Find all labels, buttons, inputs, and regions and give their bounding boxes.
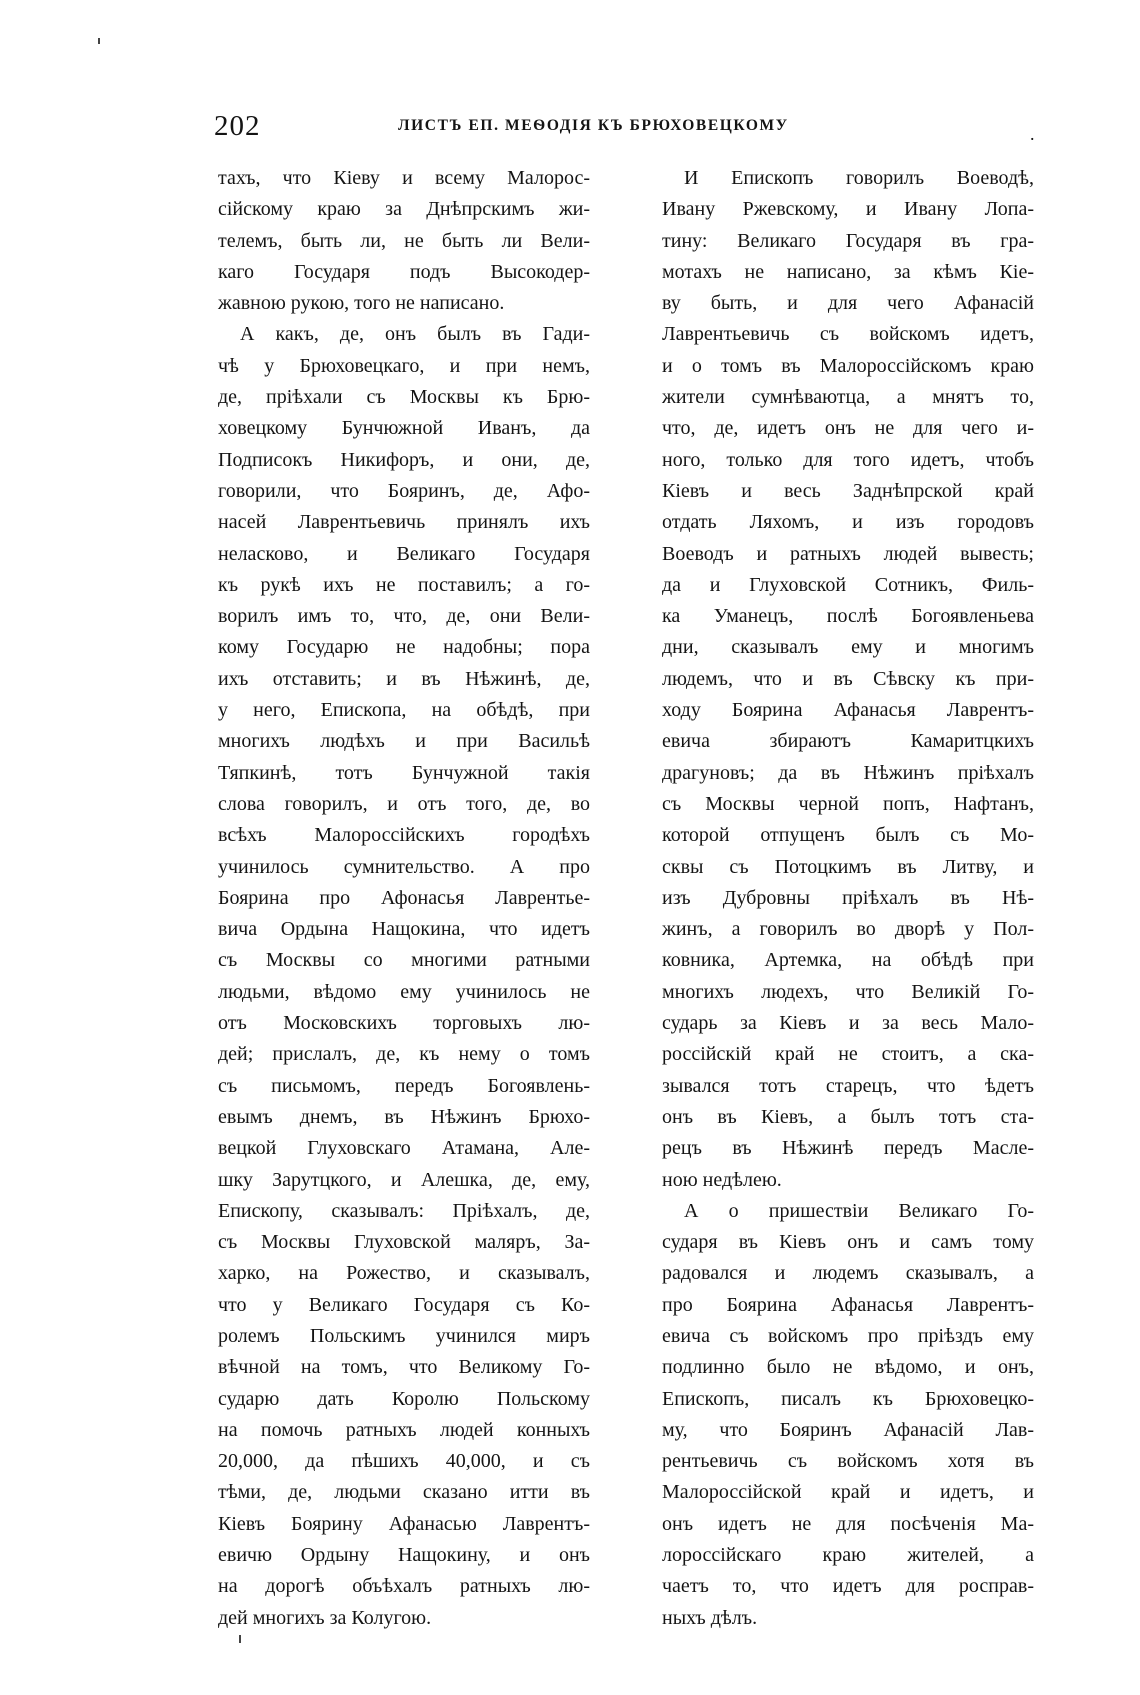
text-line: что, де, идетъ онъ не для чего и- bbox=[662, 417, 1034, 440]
text-line: А какъ, де, онъ былъ въ Гади- bbox=[240, 323, 590, 346]
text-line: изъ Дубровны пріѣхалъ въ Нѣ- bbox=[662, 886, 1034, 909]
text-line: вѣчной на томъ, что Великому Го- bbox=[218, 1356, 590, 1379]
text-line: сударь за Кіевъ и за весь Мало- bbox=[662, 1012, 1034, 1035]
text-line: онъ идетъ не для посѣченія Ма- bbox=[662, 1512, 1034, 1535]
text-line: жавною рукою, того не написано. bbox=[218, 292, 505, 315]
running-title: ЛИСТЪ ЕП. МЕѲОДІЯ КЪ БРЮХОВЕЦКОМУ bbox=[398, 117, 789, 134]
text-line: ка Уманецъ, послѣ Богоявленьева bbox=[662, 605, 1034, 628]
text-line: на дорогѣ объѣхалъ ратныхъ лю- bbox=[218, 1575, 590, 1598]
page-number: 202 bbox=[214, 110, 261, 142]
text-line: му, что Бояринъ Афанасій Лав- bbox=[662, 1418, 1034, 1441]
text-line: съ Москвы Глуховской маляръ, За- bbox=[218, 1231, 590, 1254]
text-line: Тяпкинѣ, тотъ Бунчужной такія bbox=[218, 761, 590, 784]
text-line: чѣ у Брюховецкаго, и при немъ, bbox=[218, 354, 590, 377]
text-line: Епископъ, писалъ къ Брюховецко- bbox=[662, 1387, 1034, 1410]
text-line: евича збираютъ Камаритцкихъ bbox=[662, 730, 1034, 753]
text-line: Подписокъ Никифоръ, и они, де, bbox=[218, 448, 590, 471]
text-line: учинилось сумнительство. А про bbox=[218, 855, 590, 878]
text-line: вича Ордына Нащокина, что идетъ bbox=[218, 918, 590, 941]
text-line: людьми, вѣдомо ему учинилось не bbox=[218, 980, 590, 1003]
text-line: ходу Боярина Афанасья Лаврентъ- bbox=[662, 699, 1034, 722]
text-line: лороссійскаго краю жителей, а bbox=[662, 1544, 1034, 1567]
text-line: харко, на Рожество, и сказывалъ, bbox=[218, 1262, 590, 1285]
text-line: у него, Епископа, на обѣдѣ, при bbox=[218, 699, 590, 722]
text-line: рентьевичь съ войскомъ хотя въ bbox=[662, 1450, 1034, 1473]
text-line: слова говорилъ, и отъ того, де, во bbox=[218, 792, 590, 815]
text-line: жители сумнѣваютца, а мнятъ то, bbox=[662, 386, 1034, 409]
text-line: ролемъ Польскимъ учинился миръ bbox=[218, 1324, 590, 1347]
text-line: сійскому краю за Днѣпрскимъ жи- bbox=[218, 198, 590, 221]
text-line: кому Государю не надобны; пора bbox=[218, 636, 590, 659]
print-speck bbox=[239, 1635, 241, 1643]
text-line: которой отпущенъ былъ съ Мо- bbox=[662, 824, 1034, 847]
text-line: ворилъ имъ то, что, де, они Вели- bbox=[218, 605, 590, 628]
text-line: жинъ, а говорилъ во дворѣ у Пол- bbox=[662, 918, 1034, 941]
text-line: И Епископъ говорилъ Воеводѣ, bbox=[684, 167, 1034, 189]
text-line: и о томъ въ Малороссійскомъ краю bbox=[662, 354, 1034, 377]
text-line: шку Зарутцкого, и Алешка, де, ему, bbox=[218, 1168, 590, 1191]
text-line: на помочь ратныхъ людей конныхъ bbox=[218, 1418, 590, 1441]
text-line: что у Великаго Государя съ Ко- bbox=[218, 1293, 590, 1316]
text-line: неласково, и Великаго Государя bbox=[218, 542, 590, 565]
text-line: зывался тотъ старецъ, что ѣдетъ bbox=[662, 1074, 1034, 1097]
text-line: Кіевъ Боярину Афанасью Лаврентъ- bbox=[218, 1512, 590, 1535]
text-line: евымъ днемъ, въ Нѣжинъ Брюхо- bbox=[218, 1105, 590, 1128]
text-line: россійскій край не стоитъ, а ска- bbox=[662, 1043, 1034, 1066]
text-line: ихъ отставить; и въ Нѣжинѣ, де, bbox=[218, 667, 590, 690]
text-line: насей Лаврентьевичь принялъ ихъ bbox=[218, 511, 590, 534]
text-line: онъ въ Кіевъ, а былъ тотъ ста- bbox=[662, 1105, 1034, 1128]
text-line: съ письмомъ, передъ Богоявлень- bbox=[218, 1074, 590, 1097]
text-line: Боярина про Афонасья Лаврентье- bbox=[218, 886, 590, 909]
text-line: дей; прислалъ, де, къ нему о томъ bbox=[218, 1043, 590, 1066]
text-line: ховецкому Бунчюжной Иванъ, да bbox=[218, 417, 590, 440]
text-line: всѣхъ Малороссійскихъ городѣхъ bbox=[218, 824, 590, 847]
text-line: подлинно было не вѣдомо, и онъ, bbox=[662, 1356, 1034, 1379]
text-line: евичю Ордыну Нащокину, и онъ bbox=[218, 1544, 590, 1567]
text-line: дей многихъ за Колугою. bbox=[218, 1606, 432, 1629]
text-line: 20,000, да пѣшихъ 40,000, и съ bbox=[218, 1450, 590, 1473]
text-line: съ Москвы со многими ратными bbox=[218, 949, 590, 972]
text-line: мотахъ не написано, за кѣмъ Кіе- bbox=[662, 260, 1034, 283]
text-line: тину: Великаго Государя въ гра- bbox=[662, 229, 1034, 252]
text-line: драгуновъ; да въ Нѣжинъ пріѣхалъ bbox=[662, 761, 1034, 784]
text-line: многихъ людехъ, что Великій Го- bbox=[662, 980, 1034, 1003]
text-line: евича съ войскомъ про пріѣздъ ему bbox=[662, 1324, 1034, 1347]
text-line: каго Государя подъ Высокодер- bbox=[218, 260, 590, 283]
text-line: про Боярина Афанасья Лаврентъ- bbox=[662, 1293, 1034, 1316]
text-line: многихъ людѣхъ и при Васильѣ bbox=[218, 730, 590, 753]
text-line: А о пришествіи Великаго Го- bbox=[684, 1199, 1034, 1222]
text-line: говорили, что Бояринъ, де, Афо- bbox=[218, 479, 590, 502]
header-mark: . bbox=[1030, 124, 1035, 144]
text-line: ного, только для того идетъ, чтобъ bbox=[662, 448, 1034, 471]
text-line: рецъ въ Нѣжинѣ передъ Масле- bbox=[662, 1137, 1034, 1160]
text-line: людемъ, что и въ Сѣвску къ при- bbox=[662, 667, 1034, 690]
text-line: ныхъ дѣлъ. bbox=[662, 1606, 758, 1629]
text-line: тѣми, де, людьми сказано итти въ bbox=[218, 1481, 590, 1504]
text-line: Воеводъ и ратныхъ людей вывесть; bbox=[662, 542, 1034, 565]
text-line: вецкой Глуховскаго Атамана, Але- bbox=[218, 1137, 590, 1160]
text-line: тахъ, что Кіеву и всему Малорос- bbox=[218, 167, 590, 189]
text-line: отъ Московскихъ торговыхъ лю- bbox=[218, 1012, 590, 1035]
text-line: дни, сказывалъ ему и многимъ bbox=[662, 636, 1034, 659]
print-speck bbox=[98, 38, 100, 44]
text-line: къ рукѣ ихъ не поставилъ; а го- bbox=[218, 573, 590, 596]
text-line: де, пріѣхали съ Москвы къ Брю- bbox=[218, 386, 590, 409]
text-line: Ивану Ржевскому, и Ивану Лопа- bbox=[662, 198, 1034, 221]
text-line: Малороссійской край и идетъ, и bbox=[662, 1481, 1034, 1504]
text-line: да и Глуховской Сотникъ, Филь- bbox=[662, 573, 1034, 596]
text-line: чаетъ то, что идетъ для росправ- bbox=[662, 1575, 1034, 1598]
text-line: телемъ, быть ли, не быть ли Вели- bbox=[218, 229, 590, 252]
text-line: ною недѣлею. bbox=[662, 1168, 782, 1191]
right-column bbox=[662, 163, 1034, 1634]
text-line: сквы съ Потоцкимъ въ Литву, и bbox=[662, 855, 1034, 878]
left-column bbox=[218, 163, 590, 1634]
text-line: отдать Ляхомъ, и изъ городовъ bbox=[662, 511, 1034, 534]
text-line: Лаврентьевичь съ войскомъ идетъ, bbox=[662, 323, 1034, 346]
text-line: ву быть, и для чего Афанасій bbox=[662, 292, 1034, 315]
text-line: ковника, Артемка, на обѣдѣ при bbox=[662, 949, 1034, 972]
text-line: сударя въ Кіевъ онъ и самъ тому bbox=[662, 1231, 1034, 1254]
text-line: Епископу, сказывалъ: Пріѣхалъ, де, bbox=[218, 1199, 590, 1222]
text-line: сударю дать Королю Польскому bbox=[218, 1387, 590, 1410]
text-line: съ Москвы черной попъ, Нафтанъ, bbox=[662, 792, 1034, 815]
text-line: радовался и людемъ сказывалъ, а bbox=[662, 1262, 1034, 1285]
text-line: Кіевъ и весь Заднѣпрской край bbox=[662, 479, 1034, 502]
